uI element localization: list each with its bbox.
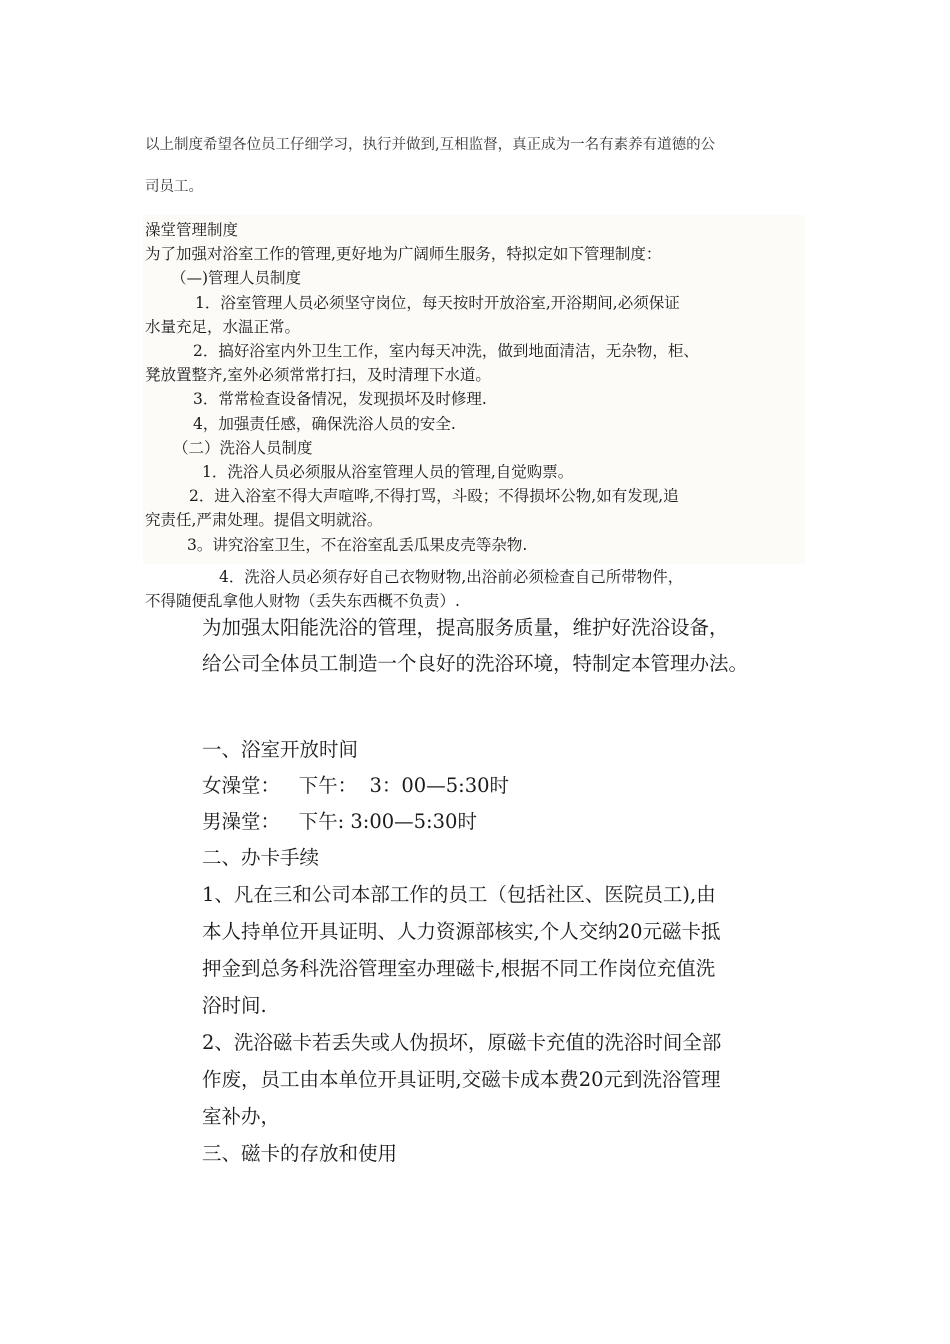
bath-rules-section bbox=[145, 218, 825, 557]
section-heading: 三、磁卡的存放和使用 bbox=[202, 1142, 398, 1165]
section-title: 澡堂管理制度 bbox=[145, 221, 239, 239]
section-heading: 一、浴室开放时间 bbox=[202, 738, 359, 761]
solar-bath-regulations bbox=[202, 610, 832, 1172]
body-line: 押金到总务科洗浴管理室办理磁卡,根据不同工作岗位充值洗 bbox=[202, 957, 716, 980]
rule-line: 凳放置整齐,室外必须常常打扫，及时清理下水道。 bbox=[145, 366, 491, 385]
body-line: 本人持单位开具证明、人力资源部核实,个人交纳20元磁卡抵 bbox=[202, 920, 721, 943]
section-heading: （—)管理人员制度 bbox=[171, 269, 302, 288]
rule-line: 1．洗浴人员必须服从浴室管理人员的管理,自觉购票。 bbox=[202, 463, 574, 482]
intro-line: 以上制度希望各位员工仔细学习，执行并做到,互相监督，真正成为一名有素养有道德的公 bbox=[145, 137, 716, 153]
schedule-men: 男澡堂： 下午: 3:00—5:30时 bbox=[202, 810, 477, 833]
rule-line: 水量充足，水温正常。 bbox=[145, 317, 301, 336]
rule-line: 4，加强责任感，确保洗浴人员的安全. bbox=[193, 414, 456, 433]
body-line: 作废，员工由本单位开具证明,交磁卡成本费20元到洗浴管理 bbox=[202, 1068, 721, 1091]
schedule-women: 女澡堂： 下午： 3：00—5:30时 bbox=[202, 774, 510, 797]
rule-line: 3．常常检查设备情况，发现损坏及时修理. bbox=[193, 390, 487, 409]
body-line: 为加强太阳能洗浴的管理，提高服务质量，维护好洗浴设备， bbox=[202, 616, 729, 639]
body-line: 给公司全体员工制造一个良好的洗浴环境，特制定本管理办法。 bbox=[202, 652, 749, 675]
rule-line: 不得随便乱拿他人财物（丢失东西概不负责）. bbox=[145, 592, 460, 611]
rule-line: 4．洗浴人员必须存好自己衣物财物,出浴前必须检查自己所带物件， bbox=[219, 568, 684, 586]
section-heading: （二）洗浴人员制度 bbox=[173, 438, 313, 457]
section-heading: 二、办卡手续 bbox=[202, 846, 320, 869]
bath-rules-continued bbox=[145, 565, 825, 613]
body-line: 浴时间. bbox=[202, 994, 267, 1017]
body-line: 室补办， bbox=[202, 1105, 281, 1128]
intro-line: 司员工。 bbox=[145, 179, 203, 195]
blank-line bbox=[202, 682, 832, 718]
rule-line: 2．搞好浴室内外卫生工作，室内每天冲洗，做到地面清洁，无杂物，柜、 bbox=[193, 342, 699, 361]
rule-line: 1．浴室管理人员必须坚守岗位，每天按时开放浴室,开浴期间,必须保证 bbox=[195, 293, 680, 312]
intro-paragraph bbox=[145, 124, 815, 208]
body-line: 2、洗浴磁卡若丢失或人伪损坏，原磁卡充值的洗浴时间全部 bbox=[202, 1031, 722, 1054]
rule-line: 究责任,严肃处理。提倡文明就浴。 bbox=[145, 511, 383, 530]
preface: 为了加强对浴室工作的管理,更好地为广阔师生服务，特拟定如下管理制度： bbox=[145, 245, 662, 264]
body-line: 1、凡在三和公司本部工作的员工（包括社区、医院员工),由 bbox=[202, 883, 716, 906]
rule-line: 3。讲究浴室卫生，不在浴室乱丢瓜果皮壳等杂物. bbox=[187, 535, 528, 554]
rule-line: 2．进入浴室不得大声喧哗,不得打骂，斗殴；不得损坏公物,如有发现,追 bbox=[189, 487, 679, 506]
